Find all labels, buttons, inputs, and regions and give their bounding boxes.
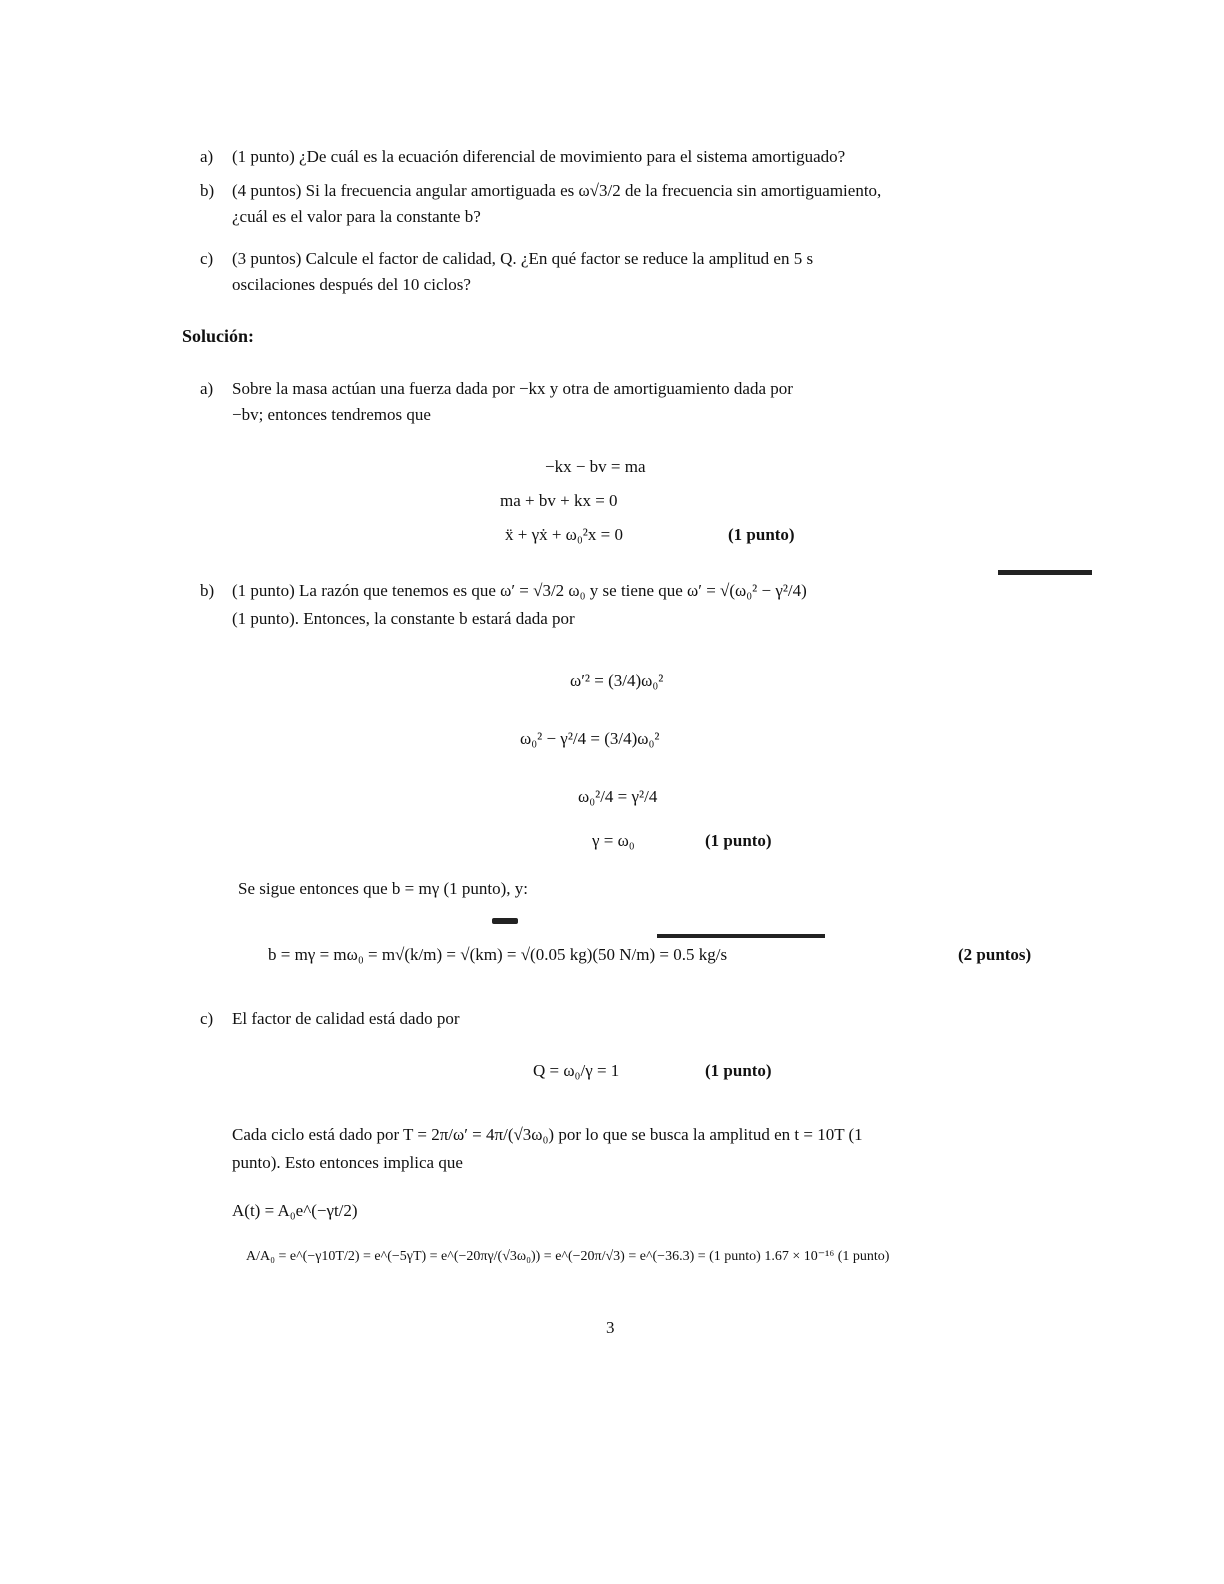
sqrt-overline [998,570,1092,575]
solution-b-text-1: (1 punto) La razón que tenemos es que ω′ = √3/2 ω₀ y se tiene que ω′ = √(ω₀² − γ²/4) [232,581,807,600]
solution-b-text-2: (1 punto). Entonces, la constante b estará dada por [232,609,575,628]
question-c-text-1: (3 puntos) Calcule el factor de calidad, Q. ¿En qué factor se reduce la amplitud en 5 s [232,249,814,268]
solution-c-points-1: (1 punto) [705,1061,772,1080]
question-b-label: b) [200,181,215,200]
solution-a-points: (1 punto) [728,525,795,544]
solution-a-text-2: −bv; entonces tendremos que [232,405,431,424]
solution-a-label: a) [200,379,214,398]
solution-c-text-1: El factor de calidad está dado por [232,1009,460,1028]
solution-c-text-2: Cada ciclo está dado por T = 2π/ω′ = 4π/(√3ω₀) por lo que se busca la amplitud en t = 10T (1 [232,1125,863,1144]
question-c-text-2: oscilaciones después del 10 ciclos? [232,275,471,294]
solution-b-eq-4: γ = ω₀ [592,831,635,850]
question-a-label: a) [200,147,214,166]
question-c-label: c) [200,249,214,268]
solution-b-label: b) [200,581,215,600]
solution-c-text-3: punto). Esto entonces implica que [232,1153,463,1172]
solution-c-eq-1: Q = ω₀/γ = 1 [533,1061,620,1080]
solution-b-line-2: Se sigue entonces que b = mγ (1 punto), y: [238,879,528,898]
solution-c-eq-3: A/A₀ = e^(−γ10T/2) = e^(−5γT) = e^(−20πγ/(√3ω₀)) = e^(−20π/√3) = e^(−36.3) = (1 punto) 1.67 × 10⁻¹⁶ (1 punto) [246,1249,890,1264]
solution-b-eq-final: b = mγ = mω₀ = m√(k/m) = √(km) = √(0.05 kg)(50 N/m) = 0.5 kg/s [268,945,728,964]
solution-a-eq-2: ma + bv + kx = 0 [500,491,618,510]
solution-b-eq-2: ω₀² − γ²/4 = (3/4)ω₀² [520,729,660,748]
question-b-text-2: ¿cuál es el valor para la constante b? [232,207,481,226]
solution-c-eq-2: A(t) = A₀e^(−γt/2) [232,1201,358,1220]
question-a-text: (1 punto) ¿De cuál es la ecuación diferencial de movimiento para el sistema amortiguado? [232,147,846,166]
question-b-text-1: (4 puntos) Si la frecuencia angular amortiguada es ω√3/2 de la frecuencia sin amortiguamiento, [232,181,882,200]
solution-b-points: (1 punto) [705,831,772,850]
solution-a-text-1: Sobre la masa actúan una fuerza dada por −kx y otra de amortiguamiento dada por [232,379,793,398]
solution-a-eq-3: ẍ + γẋ + ω₀²x = 0 [505,525,623,544]
solution-c-label: c) [200,1009,214,1028]
page-number: 3 [606,1318,615,1337]
solution-b-points-final: (2 puntos) [958,945,1032,964]
solution-b-eq-1: ω′² = (3/4)ω₀² [570,671,664,690]
fraction-mark [492,918,518,924]
solution-a-eq-1: −kx − bv = ma [545,457,646,476]
sqrt-overline-2 [657,934,825,938]
solution-b-eq-3: ω₀²/4 = γ²/4 [578,787,658,806]
solution-heading: Solución: [182,326,255,346]
